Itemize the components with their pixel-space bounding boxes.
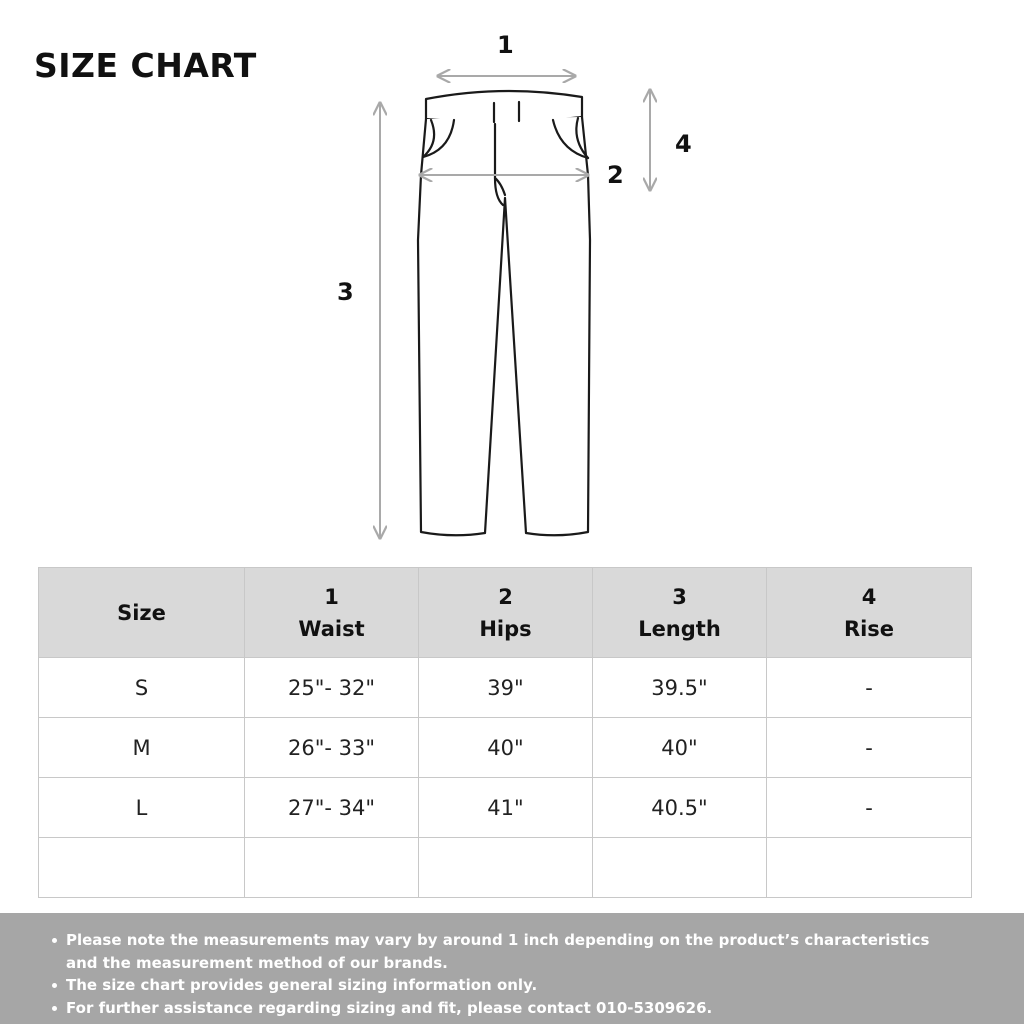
header-waist: [245, 568, 419, 658]
header-rise: [767, 568, 972, 658]
size-table: [38, 567, 972, 898]
cell-waist: 25"- 32": [245, 658, 419, 718]
cell-rise: -: [767, 718, 972, 778]
cell-rise: [767, 838, 972, 898]
header-number: 1: [324, 584, 339, 609]
header-length: [593, 568, 767, 658]
cell-hips: 40": [419, 718, 593, 778]
table-row: [39, 658, 972, 718]
header-label: Rise: [843, 616, 895, 641]
rise-marker-label: 4: [675, 130, 692, 158]
pants-illustration: [418, 91, 590, 535]
cell-rise: -: [767, 658, 972, 718]
note-item: The size chart provides general sizing information only.: [66, 974, 964, 997]
cell-length: [593, 838, 767, 898]
table-header-row: [39, 568, 972, 658]
page-title: SIZE CHART: [34, 46, 257, 85]
table-row: [39, 718, 972, 778]
notes-footer: [0, 913, 1024, 1024]
header-hips: [419, 568, 593, 658]
header-number: 4: [861, 584, 877, 609]
cell-waist: 27"- 34": [245, 778, 419, 838]
note-item: For further assistance regarding sizing and fit, please contact 010-5309626.: [66, 997, 964, 1020]
cell-waist: 26"- 33": [245, 718, 419, 778]
cell-hips: 39": [419, 658, 593, 718]
header-label: Hips: [479, 616, 532, 641]
cell-length: 39.5": [593, 658, 767, 718]
cell-waist: [245, 838, 419, 898]
header-size: [39, 568, 245, 658]
cell-size: M: [39, 718, 245, 778]
header-label: Waist: [298, 616, 365, 641]
cell-rise: -: [767, 778, 972, 838]
table-row: [39, 778, 972, 838]
cell-hips: [419, 838, 593, 898]
header-number: 2: [498, 584, 513, 609]
cell-hips: 41": [419, 778, 593, 838]
length-marker-label: 3: [337, 278, 354, 306]
cell-size: [39, 838, 245, 898]
waist-marker-label: 1: [497, 31, 514, 59]
header-label: Size: [117, 600, 166, 625]
cell-length: 40": [593, 718, 767, 778]
notes-list: [0, 913, 1024, 1019]
cell-size: S: [39, 658, 245, 718]
hips-marker-label: 2: [607, 161, 624, 189]
cell-size: L: [39, 778, 245, 838]
header-number: 3: [672, 584, 687, 609]
cell-length: 40.5": [593, 778, 767, 838]
note-item: Please note the measurements may vary by around 1 inch depending on the product’s characteristics and the measurement method of our brands.: [66, 929, 964, 974]
table-row: [39, 838, 972, 898]
header-label: Length: [638, 616, 721, 641]
